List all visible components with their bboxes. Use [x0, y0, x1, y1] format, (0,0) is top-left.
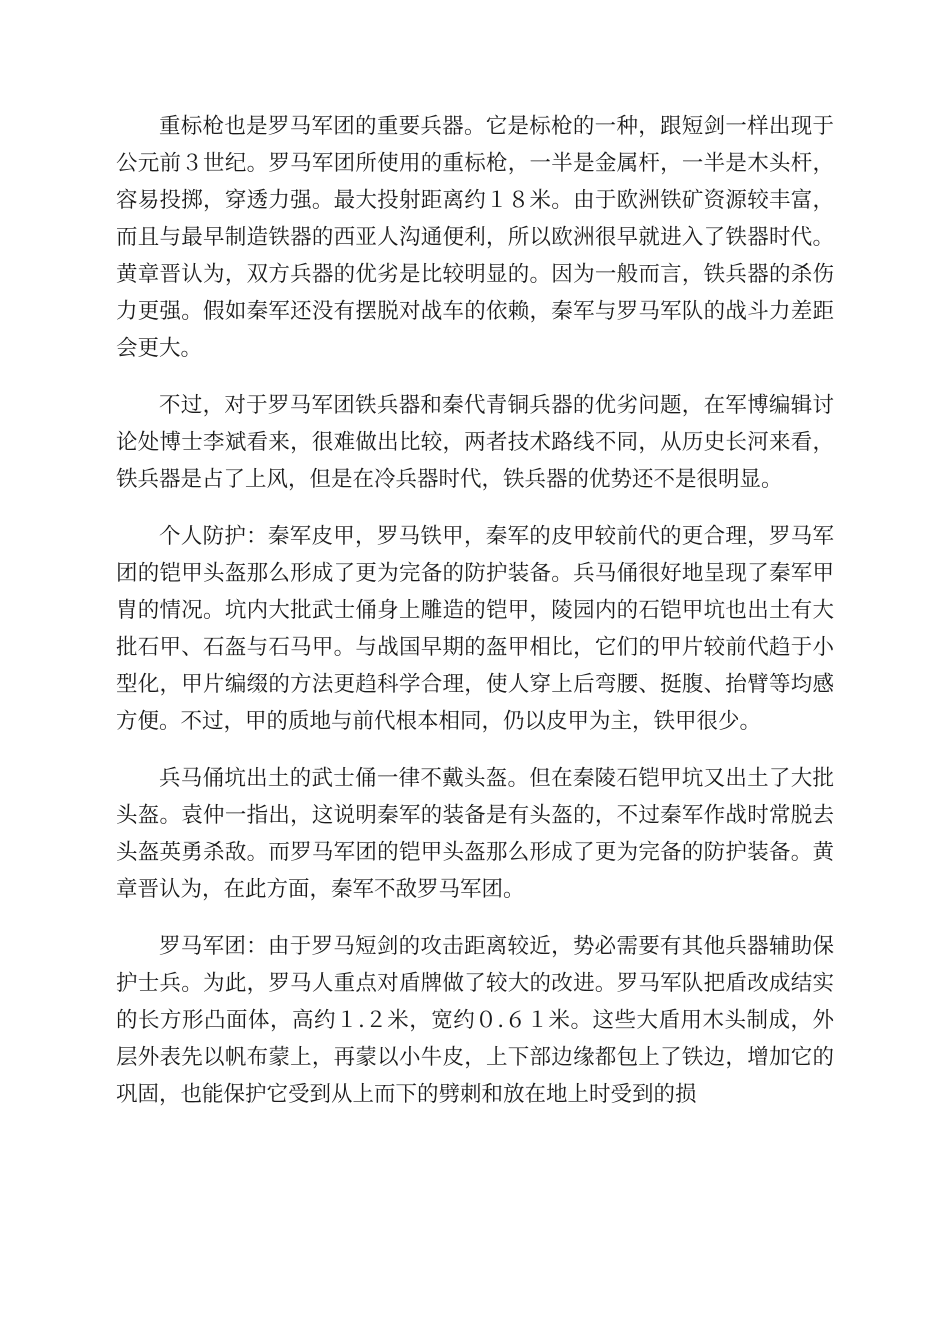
paragraph-personal-armor: 个人防护：秦军皮甲，罗马铁甲，秦军的皮甲较前代的更合理，罗马军团的铠甲头盔那么形成了更为完备的防护装备。兵马俑很好地呈现了秦军甲胄的情况。坑内大批武士俑身上雕造的铠甲，陵园内的石铠甲坑也出土有大批石甲、石盔与石马甲。与战国早期的盔甲相比，它们的甲片较前代趋于小型化，甲片编缀的方法更趋科学合理，使人穿上后弯腰、挺腹、抬臂等均感方便。不过，甲的质地与前代根本相同，仍以皮甲为主，铁甲很少。	[116, 524, 834, 734]
paragraph-heavy-javelin: 重标枪也是罗马军团的重要兵器。它是标枪的一种，跟短剑一样出现于公元前３世纪。罗马军团所使用的重标枪，一半是金属杆，一半是木头杆，容易投掷，穿透力强。最大投射距离约１８米。由于欧洲铁矿资源较丰富，而且与最早制造铁器的西亚人沟通便利，所以欧洲很早就进入了铁器时代。黄章晋认为，双方兵器的优劣是比较明显的。因为一般而言，铁兵器的杀伤力更强。假如秦军还没有摆脱对战车的依赖，秦军与罗马军队的战斗力差距会更大。	[116, 114, 834, 361]
paragraph-iron-vs-bronze: 不过，对于罗马军团铁兵器和秦代青铜兵器的优劣问题，在军博编辑讨论处博士李斌看来，很难做出比较，两者技术路线不同，从历史长河来看，铁兵器是占了上风，但是在冷兵器时代，铁兵器的优势还不是很明显。	[116, 393, 834, 492]
paragraph-helmets: 兵马俑坑出土的武士俑一律不戴头盔。但在秦陵石铠甲坑又出土了大批头盔。袁仲一指出，这说明秦军的装备是有头盔的，不过秦军作战时常脱去头盔英勇杀敌。而罗马军团的铠甲头盔那么形成了更为完备的防护装备。黄章晋认为，在此方面，秦军不敌罗马军团。	[116, 766, 834, 902]
paragraph-roman-shield: 罗马军团：由于罗马短剑的攻击距离较近，势必需要有其他兵器辅助保护士兵。为此，罗马人重点对盾牌做了较大的改进。罗马军队把盾改成结实的长方形凸面体，高约１.２米，宽约０.６１米。这些大盾用木头制成，外层外表先以帆布蒙上，再蒙以小牛皮，上下部边缘都包上了铁边，增加它的巩固，也能保护它受到从上而下的劈刺和放在地上时受到的损	[116, 934, 834, 1107]
document-body	[116, 108, 834, 1133]
